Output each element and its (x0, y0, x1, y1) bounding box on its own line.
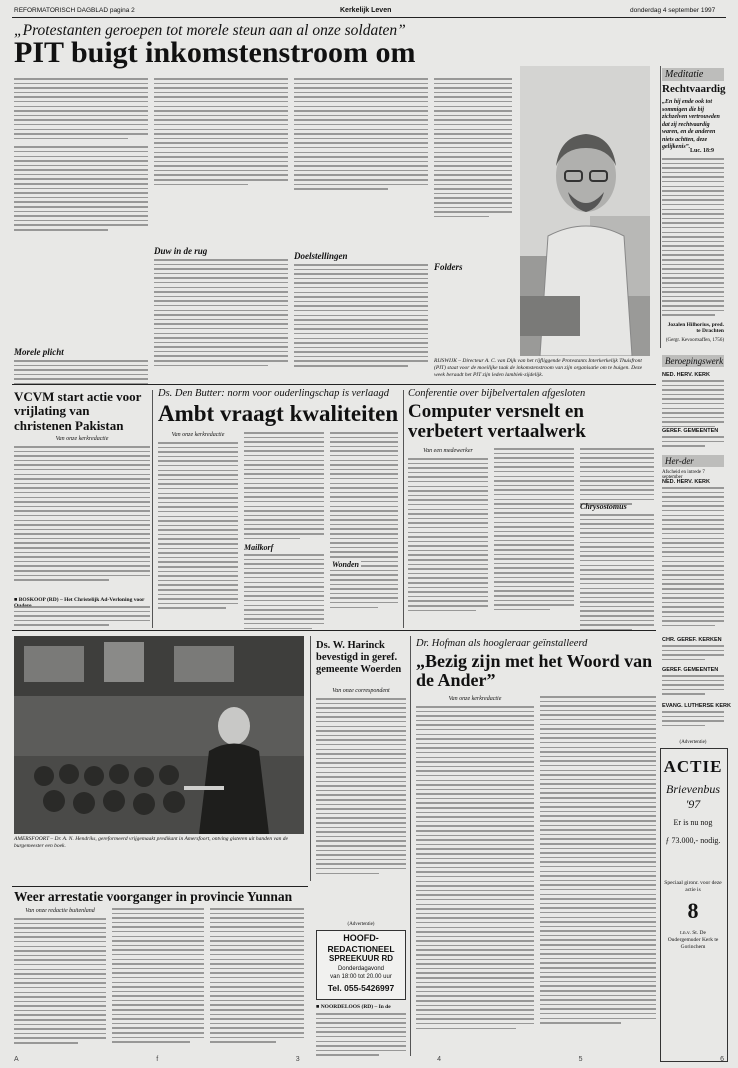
yunnan-headline: Weer arrestatie voorganger in provincie Yunnan (14, 889, 293, 904)
conf-byline: Van een medewerker (423, 448, 473, 454)
meditatie-body (662, 158, 724, 319)
lower-rule (12, 630, 656, 631)
lead-kicker: „Protestanten geroepen tot morele steun aan al onze soldaten” (14, 22, 406, 39)
vcvm-body (14, 446, 150, 584)
beroep-h1: NED. HERV. KERK (662, 372, 710, 378)
hofman-col-1 (416, 706, 534, 1032)
herder-note: Afscheid en intrede 7 september (662, 470, 705, 480)
subhead-doelstellingen: Doelstellingen (294, 251, 348, 261)
hoofd-line1: HOOFD- (343, 933, 379, 943)
vcvm-byline: Van onze kerkredactie (55, 436, 109, 442)
herder-h4: EVANG. LUTHERSE KERK (662, 703, 731, 709)
footer-mark: 3 (295, 1056, 300, 1063)
amersfoort-caption: AMERSFOORT – Dr. A. N. Hendriks, gereformeerd vrijgemaakt predikant in Amersfoort, ontving gisteren uit handen van de burgemeester een boek. (14, 836, 288, 849)
conf-headline: Computer versnelt en verbetert vertaalwerk (408, 401, 586, 442)
conf-col-1 (408, 458, 488, 614)
herder-h3: GEREF. GEMEENTEN (662, 667, 719, 673)
actie-title: ACTIE (663, 757, 723, 776)
butter-col-3 (330, 432, 398, 611)
actie-subtitle: Brievenbus '97 (666, 782, 720, 811)
mid-rule (12, 384, 656, 385)
butter-col-2 (244, 432, 324, 542)
butter-col-1 (158, 442, 238, 612)
lead-col-2 (154, 78, 288, 188)
yunnan-rule (12, 886, 308, 887)
meditatie-ref: Luc. 18:9 (690, 148, 714, 154)
yunnan-byline: Van onze redactie buitenland (25, 908, 95, 914)
subhead-folders: Folders (434, 262, 463, 272)
beroepingswerk-label: Beroepingswerk (662, 355, 724, 367)
conf-subhead: Chrysostomus (580, 502, 627, 511)
vcvm-headline: VCVM start actie voor vrijlating van christenen Pakistan (14, 389, 142, 433)
amersfoort-divider (310, 636, 311, 881)
actie-num: 8 (687, 898, 699, 923)
issue-date: donderdag 4 september 1997 (630, 7, 716, 14)
noordeloos-body (316, 1013, 406, 1059)
herder-h2: CHR. GEREF. KERKEN (662, 637, 722, 643)
conf-kicker: Conferentie over bijbelvertalen afgesloten (408, 388, 586, 399)
herder-body-1 (662, 487, 724, 629)
paper-name: REFORMATORISCH DAGBLAD pagina 2 (14, 7, 135, 14)
beroep-body-2 (662, 436, 724, 450)
header-rule (12, 17, 726, 18)
subhead-morele-plicht: Morele plicht (14, 347, 64, 357)
beroep-h2: GEREF. GEMEENTEN (662, 428, 719, 434)
conf-col-3 (580, 448, 654, 508)
lead-col-2b (154, 259, 288, 369)
lead-headline: PIT buigt inkomstenstroom om (14, 36, 416, 69)
section-name: Kerkelijk Leven (340, 7, 392, 14)
hoofd-line4: Donderdagavond (337, 966, 385, 972)
noordeloos-lead: ■ NOORDELOOS (RD) – In de (316, 1004, 391, 1010)
actie-bank: t.n.v. St. De Oudergemuder Kerk te Gorinchem (667, 930, 719, 950)
portrait-illustration (520, 66, 650, 356)
church-interior-illustration (14, 636, 304, 834)
meditatie-label: Meditatie (662, 68, 724, 81)
footer-registration-marks (14, 1056, 724, 1063)
actie-line: Er is nu nog (673, 818, 713, 827)
herder-label: Her-der (662, 455, 724, 467)
butter-byline: Van onze kerkredactie (171, 432, 225, 438)
footer-mark: 5 (578, 1056, 583, 1063)
lead-col-1 (14, 78, 148, 234)
meditatie-author: Jozalen Hilhorius, pred. te Drachten (667, 322, 724, 334)
hofman-byline: Van onze kerkredactie (448, 696, 502, 702)
footer-mark: 6 (720, 1056, 724, 1063)
lead-col-3 (294, 78, 428, 193)
herder-h1: NED. HERV. KERK (662, 479, 710, 485)
hoofd-line2: REDACTIONEEL (327, 944, 395, 954)
harinck-divider (410, 636, 411, 1056)
herder-body-4 (662, 711, 724, 729)
yunnan-col-2 (112, 908, 204, 1046)
lead-col-4 (434, 78, 512, 220)
hoofd-line6: Tel. 055-5426997 (327, 983, 395, 993)
footer-mark: 4 (437, 1056, 442, 1063)
harinck-body (316, 698, 406, 877)
butter-subhead-mailkorf: Mailkorf (244, 543, 274, 552)
actie-ad-label: (Advertentie) (679, 740, 707, 745)
amersfoort-photo (14, 636, 304, 834)
meditatie-title: Rechtvaardig (662, 83, 726, 95)
beroep-body-1 (662, 380, 724, 431)
butter-subhead-wonden: Wonden (332, 560, 359, 569)
hofman-headline: „Bezig zijn met het Woord van de Ander” (416, 651, 653, 690)
harinck-headline: Ds. W. Harinck bevestigd in geref. gemeente Woerden (316, 640, 402, 675)
harinck-byline: Van onze correspondent (332, 688, 390, 694)
actie-amount: ƒ 73.000,- nodig. (665, 836, 721, 845)
subhead-duw: Duw in de rug (154, 246, 208, 256)
yunnan-col-1 (14, 918, 106, 1047)
hoofd-line5: van 18:00 tot 20.00 uur (330, 974, 392, 980)
footer-mark: A (14, 1056, 19, 1063)
hoofd-ad-label: (Advertentie) (347, 922, 375, 927)
conf-col-2 (494, 448, 574, 613)
hoofd-line3: SPREEKUUR RD (328, 954, 393, 963)
hofman-kicker: Dr. Hofman als hoogleraar geïnstalleerd (416, 638, 588, 649)
butter-headline: Ambt vraagt kwaliteiten (158, 401, 399, 426)
conf-col-3b (580, 514, 654, 633)
lead-photo-caption: RIJSWIJK – Directeur A. C. van Dijk van het rijfliggende Protestants Interkerkelijk Thuisfront (PIT) staat voor de moeilijke taak de inkomstenstroom van zijn organisatie om te buigen. Deze week beraadt het PIT zijn leden lambiek-zijdelijk. (434, 358, 643, 378)
actie-note: Speciaal gironr. voor deze actie is (664, 880, 722, 893)
hofman-col-2 (540, 696, 656, 1027)
footer-mark: f (156, 1056, 159, 1063)
butter-divider (403, 390, 404, 628)
vcvm-footer: ■ BOSKOOP (RD) – Het Christelijk Ad-Verloning voor (14, 597, 145, 603)
butter-kicker: Ds. Den Butter: norm voor ouderlingschap is verlaagd (158, 388, 389, 399)
butter-col-2b (244, 554, 324, 632)
meditatie-quote: „En hij ende ook tot sommigen die bij zichzelven vertrouwden dat zij rechtvaardig waren, en de anderen niets achtten, deze gelijkenis”. (662, 99, 720, 150)
lead-photo (520, 66, 650, 356)
yunnan-col-3 (210, 908, 304, 1046)
lead-col-3b (294, 264, 428, 370)
meditatie-author-sub: (Gergr. Kevoortsaffen, 1756) (665, 338, 724, 343)
herder-body-2 (662, 645, 724, 663)
herder-body-3 (662, 675, 724, 698)
vcvm-divider (152, 390, 153, 628)
vcvm-body-2 (14, 606, 150, 629)
